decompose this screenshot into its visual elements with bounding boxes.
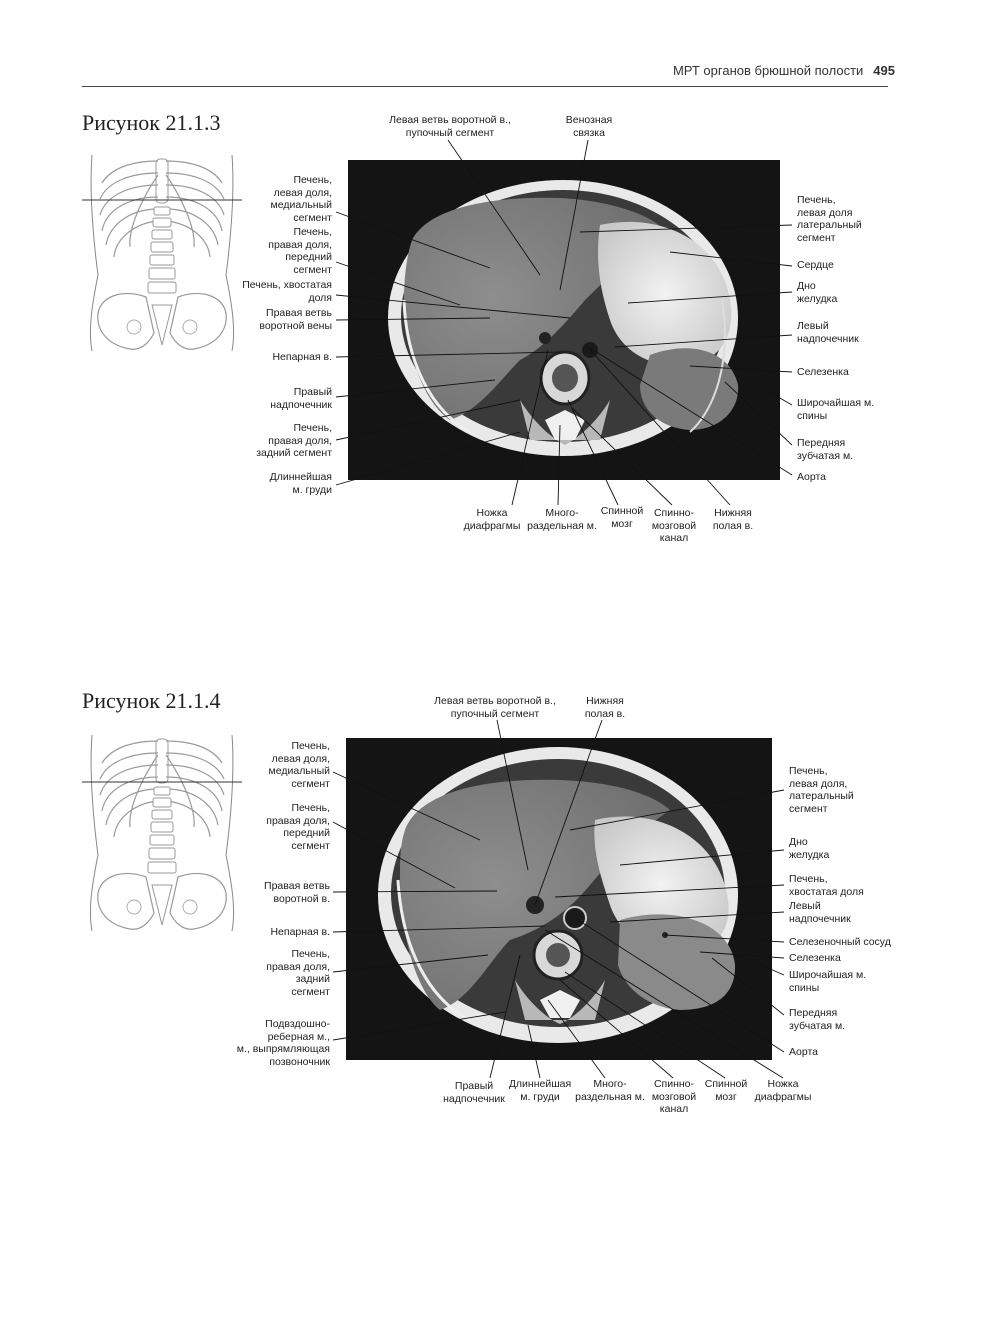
fig2-label-left-4: Печень, правая доля, задний сегмент — [266, 948, 330, 998]
fig1-label-right-5: Широчайшая м. спины — [797, 397, 875, 422]
fig2-label-right-6: Широчайшая м. спины — [789, 969, 867, 994]
fig1-label-right-4: Селезенка — [797, 366, 849, 378]
fig2-label-left-5: Подвздошно- реберная м., м., выпрямляющая позвоночник — [236, 1018, 330, 1068]
skeleton-thumbnail-1 — [90, 155, 233, 351]
fig1-label-right-3: Левый надпочечник — [797, 320, 859, 345]
fig1-label-bottom-1: Много- раздельная м. — [527, 507, 597, 532]
fig2-label-right-8: Аорта — [789, 1046, 818, 1058]
fig1-label-left-2: Печень, хвостатая доля — [242, 279, 332, 304]
fig1-label-bottom-4: Нижняя полая в. — [712, 507, 754, 532]
mri-image-1 — [348, 160, 780, 480]
fig2-label-bottom-4: Спинной мозг — [704, 1078, 748, 1103]
fig1-label-left-0: Печень, левая доля, медиальный сегмент — [270, 174, 332, 224]
figure-title-2: Рисунок 21.1.4 — [82, 688, 221, 713]
fig1-label-left-3: Правая ветвь воротной вены — [259, 307, 332, 332]
fig1-label-left-5: Правый надпочечник — [270, 386, 332, 411]
fig2-label-left-1: Печень, правая доля, передний сегмент — [266, 802, 330, 852]
fig2-label-left-0: Печень, левая доля, медиальный сегмент — [268, 740, 330, 790]
fig1-label-left-6: Печень, правая доля, задний сегмент — [256, 422, 332, 459]
fig2-label-top-0: Левая ветвь воротной в., пупочный сегмент — [434, 695, 556, 720]
running-head-title: МРТ органов брюшной полости — [672, 63, 864, 78]
fig1-label-top-0: Левая ветвь воротной в., пупочный сегмент — [389, 114, 511, 139]
fig1-label-left-7: Длиннейшая м. груди — [269, 471, 332, 496]
fig2-label-bottom-0: Правый надпочечник — [443, 1080, 505, 1105]
fig2-label-bottom-3: Спинно- мозговой канал — [651, 1078, 697, 1115]
fig1-label-right-0: Печень, левая доля латеральный сегмент — [797, 194, 862, 244]
fig2-label-right-4: Селезеночный сосуд — [789, 936, 891, 948]
fig1-label-left-1: Печень, правая доля, передний сегмент — [268, 226, 332, 276]
fig1-label-bottom-2: Спинной мозг — [600, 505, 644, 530]
fig1-label-left-4: Непарная в. — [272, 351, 332, 363]
fig2-label-top-1: Нижняя полая в. — [584, 695, 626, 720]
fig2-label-bottom-1: Длиннейшая м. груди — [508, 1078, 572, 1103]
fig2-label-left-2: Правая ветвь воротной в. — [264, 880, 330, 905]
fig2-label-bottom-5: Ножка диафрагмы — [754, 1078, 812, 1103]
fig2-label-right-1: Дно желудка — [789, 836, 830, 861]
fig1-label-right-6: Передняя зубчатая м. — [797, 437, 854, 462]
fig2-label-left-3: Непарная в. — [270, 926, 330, 938]
fig1-label-bottom-3: Спинно- мозговой канал — [651, 507, 697, 544]
fig1-label-bottom-0: Ножка диафрагмы — [463, 507, 521, 532]
fig1-label-right-1: Сердце — [797, 259, 834, 271]
fig2-label-right-7: Передняя зубчатая м. — [789, 1007, 846, 1032]
fig2-label-right-3: Левый надпочечник — [789, 900, 851, 925]
fig1-label-top-1: Венозная связка — [565, 114, 613, 139]
fig1-label-right-2: Дно желудка — [797, 280, 838, 305]
fig2-label-right-5: Селезенка — [789, 952, 841, 964]
fig2-label-right-2: Печень, хвостатая доля — [789, 873, 864, 898]
fig2-label-right-0: Печень, левая доля, латеральный сегмент — [789, 765, 854, 815]
figure-title-1: Рисунок 21.1.3 — [82, 110, 221, 135]
mri-image-2 — [346, 738, 772, 1060]
page-number: 495 — [873, 63, 895, 78]
fig1-label-right-7: Аорта — [797, 471, 826, 483]
skeleton-thumbnail-2 — [90, 735, 233, 931]
fig2-label-bottom-2: Много- раздельная м. — [575, 1078, 645, 1103]
